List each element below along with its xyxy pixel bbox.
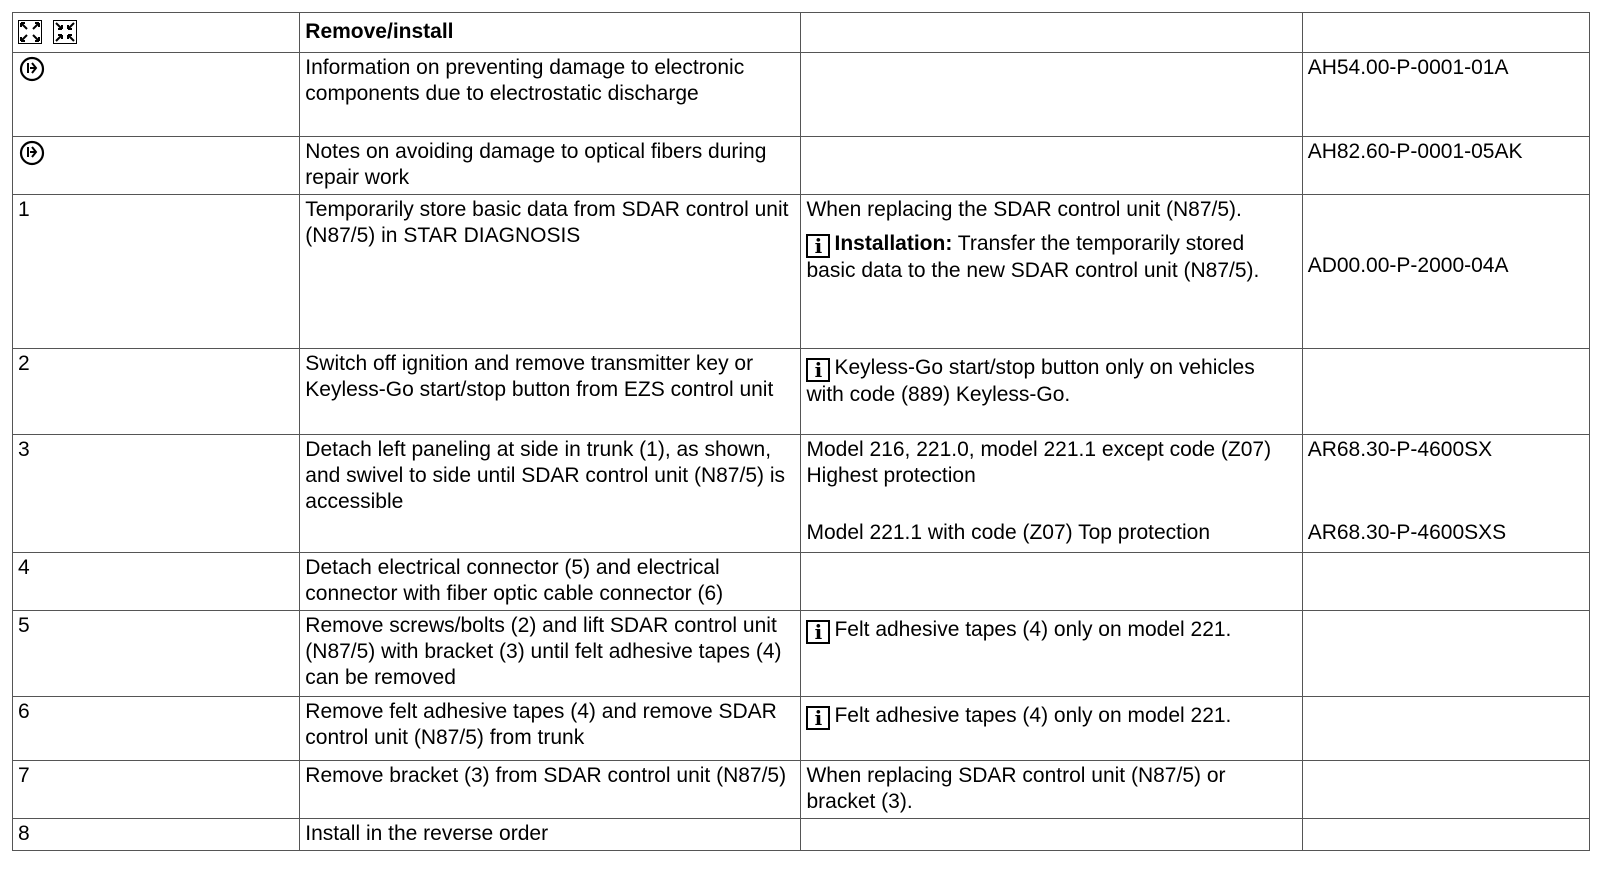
table-row xyxy=(13,349,1590,435)
note-cell xyxy=(801,553,1302,611)
note-cell xyxy=(801,53,1302,137)
note-text: Model 216, 221.0, model 221.1 except code (Z07) Highest protection xyxy=(806,438,1272,487)
ref-cell xyxy=(1302,761,1589,819)
action-cell: Detach left paneling at side in trunk (1), as shown, and swivel to side until SDAR control unit (N87/5) is accessible xyxy=(300,435,801,553)
action-cell: Remove felt adhesive tapes (4) and remove SDAR control unit (N87/5) from trunk xyxy=(300,697,801,761)
action-cell: Detach electrical connector (5) and electrical connector with fiber optic cable connector (6) xyxy=(300,553,801,611)
note-cell xyxy=(801,697,1302,761)
action-cell: Temporarily store basic data from SDAR control unit (N87/5) in STAR DIAGNOSIS xyxy=(300,195,801,349)
ref-cell xyxy=(1302,349,1589,435)
ref-cell xyxy=(1302,697,1589,761)
ref-cell xyxy=(1302,611,1589,697)
ref-cell xyxy=(1302,435,1589,553)
header-empty-ref xyxy=(1302,13,1589,53)
note-text: When replacing the SDAR control unit (N87/5). xyxy=(806,198,1242,221)
info-text: Felt adhesive tapes (4) only on model 221. xyxy=(834,704,1232,727)
ref-link[interactable]: AR68.30-P-4600SXS xyxy=(1307,521,1507,544)
ref-cell xyxy=(1302,553,1589,611)
note-cell xyxy=(801,195,1302,349)
step-cell xyxy=(13,53,300,137)
header-title: Remove/install xyxy=(300,13,801,53)
step-cell xyxy=(13,137,300,195)
info-icon: i xyxy=(806,234,830,258)
step-number: 8 xyxy=(13,819,300,851)
info-text: Felt adhesive tapes (4) only on model 221. xyxy=(834,618,1232,641)
table-row xyxy=(13,53,1590,137)
info-icon: i xyxy=(806,706,830,730)
table-row xyxy=(13,435,1590,553)
table-row xyxy=(13,137,1590,195)
info-note xyxy=(806,231,1296,284)
table-row xyxy=(13,611,1590,697)
action-cell: Install in the reverse order xyxy=(300,819,801,851)
table-row xyxy=(13,819,1590,851)
info-icon: i xyxy=(806,358,830,382)
step-number: 3 xyxy=(13,435,300,553)
step-number: 2 xyxy=(13,349,300,435)
esd-caution-icon xyxy=(18,55,46,83)
note-cell xyxy=(801,435,1302,553)
step-number: 7 xyxy=(13,761,300,819)
expand-all-icon[interactable] xyxy=(18,20,42,44)
header-row xyxy=(13,13,1590,53)
info-icon: i xyxy=(806,620,830,644)
table-row xyxy=(13,553,1590,611)
action-cell: Information on preventing damage to electronic components due to electrostatic discharge xyxy=(300,53,801,137)
ref-link[interactable]: AR68.30-P-4600SX xyxy=(1307,438,1493,461)
procedure-table xyxy=(12,12,1590,851)
info-text: Keyless-Go start/stop button only on vehicles with code (889) Keyless-Go. xyxy=(806,356,1255,406)
action-cell: Switch off ignition and remove transmitter key or Keyless-Go start/stop button from EZS control unit xyxy=(300,349,801,435)
ref-link[interactable]: AH54.00-P-0001-01A xyxy=(1302,53,1589,137)
action-cell: Notes on avoiding damage to optical fibers during repair work xyxy=(300,137,801,195)
info-label: Installation: xyxy=(834,232,953,255)
header-icons-cell xyxy=(13,13,300,53)
ref-link[interactable]: AH82.60-P-0001-05AK xyxy=(1302,137,1589,195)
step-number: 5 xyxy=(13,611,300,697)
table-row xyxy=(13,697,1590,761)
header-empty-note xyxy=(801,13,1302,53)
action-cell: Remove screws/bolts (2) and lift SDAR control unit (N87/5) with bracket (3) until felt adhesive tapes (4) can be removed xyxy=(300,611,801,697)
collapse-all-icon[interactable] xyxy=(53,20,77,44)
table-row xyxy=(13,761,1590,819)
table-row xyxy=(13,195,1590,349)
action-cell: Remove bracket (3) from SDAR control unit (N87/5) xyxy=(300,761,801,819)
note-cell xyxy=(801,137,1302,195)
step-number: 4 xyxy=(13,553,300,611)
note-cell xyxy=(801,819,1302,851)
step-number: 6 xyxy=(13,697,300,761)
note-cell xyxy=(801,349,1302,435)
note-text: Model 221.1 with code (Z07) Top protection xyxy=(806,521,1210,544)
ref-cell xyxy=(1302,195,1589,349)
esd-caution-icon xyxy=(18,139,46,167)
ref-cell xyxy=(1302,819,1589,851)
note-cell: When replacing SDAR control unit (N87/5) or bracket (3). xyxy=(801,761,1302,819)
note-cell xyxy=(801,611,1302,697)
ref-link[interactable]: AD00.00-P-2000-04A xyxy=(1307,254,1509,277)
step-number: 1 xyxy=(13,195,300,349)
info-text: Transfer the temporarily stored basic data to the new SDAR control unit (N87/5). xyxy=(806,232,1260,282)
